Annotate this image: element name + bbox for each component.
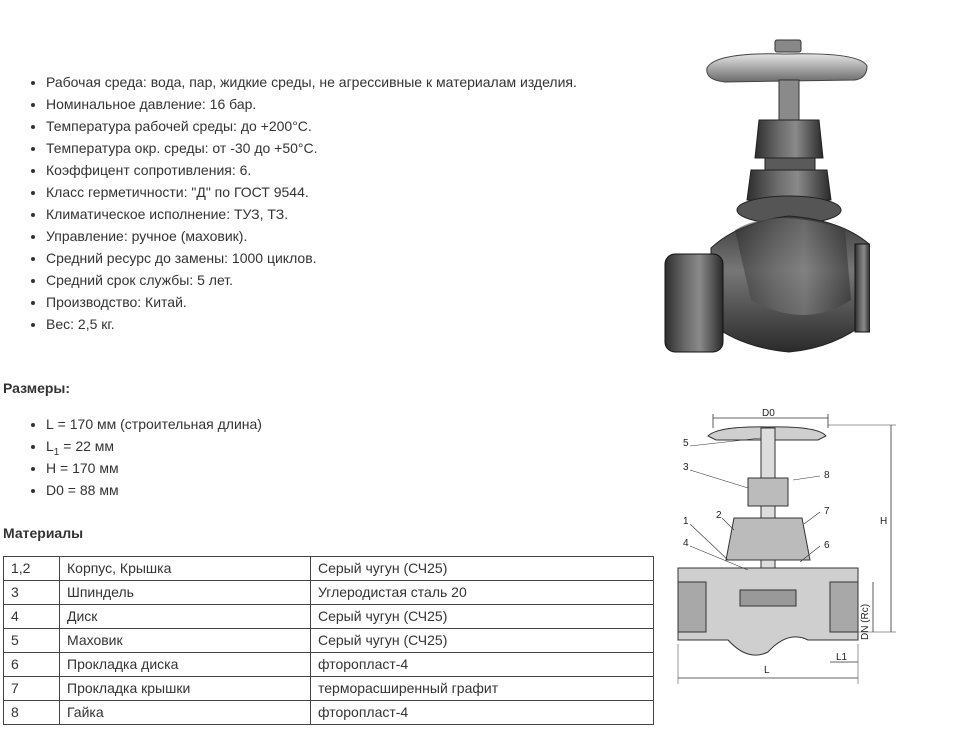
valve-photo (655, 30, 870, 365)
table-row (4, 605, 654, 629)
table-row (4, 653, 654, 677)
spec-item: • Средний ресурс до замены: 1000 циклов. (46, 247, 577, 269)
table-cell: Прокладка крышки (60, 677, 311, 701)
d0-label: D0 (762, 408, 775, 419)
spec-item: • Класс герметичности: "Д" по ГОСТ 9544. (46, 181, 577, 203)
spec-item: • Рабочая среда: вода, пар, жидкие среды, не агрессивные к материалам изделия. (46, 71, 577, 93)
materials-table (3, 556, 654, 725)
table-row (4, 557, 654, 581)
table-row (4, 629, 654, 653)
callout-1: 1 (683, 516, 689, 527)
table-cell: фторопласт-4 (311, 701, 654, 725)
table-cell: Диск (60, 605, 311, 629)
size-item: • L = 170 мм (строительная длина) (46, 413, 262, 435)
callout-2: 2 (716, 510, 722, 521)
callout-6: 6 (824, 540, 830, 551)
table-cell: Прокладка диска (60, 653, 311, 677)
materials-heading: Материалы (3, 525, 84, 541)
table-cell: терморасширенный графит (311, 677, 654, 701)
l-label: L (764, 665, 770, 676)
table-cell: 8 (4, 701, 60, 725)
table-cell: фторопласт-4 (311, 653, 654, 677)
spec-item: • Средний срок службы: 5 лет. (46, 269, 577, 291)
spec-item: • Управление: ручное (маховик). (46, 225, 577, 247)
spec-item: • Номинальное давление: 16 бар. (46, 93, 577, 115)
callout-5: 5 (683, 438, 689, 449)
callout-4: 4 (683, 538, 689, 549)
table-cell: 7 (4, 677, 60, 701)
size-item: • D0 = 88 мм (46, 479, 262, 501)
callout-8: 8 (824, 470, 830, 481)
spec-item: • Температура окр. среды: от -30 до +50°С. (46, 137, 577, 159)
table-cell: Гайка (60, 701, 311, 725)
l1-label: L1 (836, 652, 848, 663)
spec-item: • Производство: Китай. (46, 291, 577, 313)
table-cell: 3 (4, 581, 60, 605)
table-cell: Шпиндель (60, 581, 311, 605)
callout-3: 3 (683, 462, 689, 473)
dn-label: DN (Rc) (860, 603, 871, 640)
table-cell: Серый чугун (СЧ25) (311, 629, 654, 653)
size-item: • $L_1 = 22$ мм (46, 435, 262, 457)
table-cell: Углеродистая сталь 20 (311, 581, 654, 605)
sizes-heading: Размеры: (3, 380, 71, 396)
spec-item: • Климатическое исполнение: ТУЗ, ТЗ. (46, 203, 577, 225)
table-cell: 4 (4, 605, 60, 629)
callout-7: 7 (824, 506, 830, 517)
table-row (4, 581, 654, 605)
table-cell: Серый чугун (СЧ25) (311, 557, 654, 581)
table-row (4, 701, 654, 725)
table-cell: Корпус, Крышка (60, 557, 311, 581)
spec-item: • Вес: 2,5 кг. (46, 313, 577, 335)
spec-item: • Коэффицент сопротивления: 6. (46, 159, 577, 181)
table-cell: Серый чугун (СЧ25) (311, 605, 654, 629)
table-row (4, 677, 654, 701)
valve-technical-drawing (668, 400, 903, 690)
table-cell: 1,2 (4, 557, 60, 581)
table-cell: 5 (4, 629, 60, 653)
size-item: • H = 170 мм (46, 457, 262, 479)
table-cell: 6 (4, 653, 60, 677)
spec-item: • Температура рабочей среды: до +200°С. (46, 115, 577, 137)
specifications-list (28, 71, 577, 335)
table-cell: Маховик (60, 629, 311, 653)
sizes-list (28, 413, 262, 501)
h-label: H (880, 516, 888, 527)
